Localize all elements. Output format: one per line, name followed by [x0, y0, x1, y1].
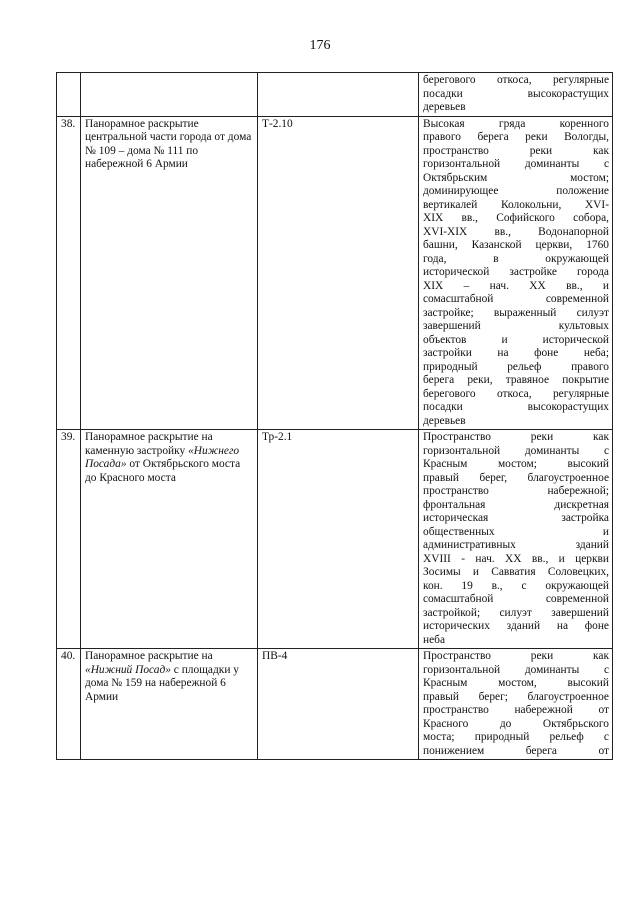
- description-line: Зосимы и Савватия Соловецких,: [423, 566, 609, 578]
- objects-table: [56, 72, 613, 760]
- row-number: 39.: [57, 430, 81, 649]
- description-line: объектов и исторической: [423, 333, 609, 346]
- description-line: горизонтальной доминанты с: [423, 663, 609, 676]
- description-line: Красным мостом, высокий: [423, 677, 609, 689]
- view-name-part: Панорамное раскрытие на каменную застройку: [85, 431, 213, 457]
- description-line: посадки высокорастущих: [423, 87, 609, 100]
- view-name-part: от Октябрьского моста до Красного моста: [85, 458, 241, 484]
- page-number: 176: [309, 38, 331, 53]
- description-line: Высокая гряда коренного: [423, 117, 609, 130]
- view-name: [81, 430, 258, 649]
- description-line: моста; природный рельеф с: [423, 731, 609, 743]
- table-row: [57, 649, 613, 760]
- description-line: исторических зданий на фоне: [423, 620, 609, 632]
- description-line: административных зданий: [423, 539, 609, 551]
- table-row: [57, 73, 613, 117]
- description-line: сомасштабной современной: [423, 593, 609, 605]
- row-number: [57, 73, 81, 117]
- description-line: горизонтальной доминанты с: [423, 158, 609, 170]
- description-line: фронтальная дискретная: [423, 498, 609, 511]
- view-description: [419, 430, 613, 649]
- description-line: XIX вв., Софийского собора,: [423, 212, 609, 224]
- description-line: деревьев: [423, 414, 466, 427]
- description-line: XVIII - нач. XX вв., и церкви: [423, 552, 609, 565]
- description-line: исторической застройке города: [423, 266, 609, 278]
- table-row: [57, 430, 613, 649]
- row-number: 38.: [57, 116, 81, 430]
- description-line: Красного до Октябрьского: [423, 717, 609, 730]
- description-line: XVI-XIX вв., Водонапорной: [423, 225, 609, 238]
- description-line: застройке; выраженный силуэт: [423, 306, 609, 319]
- description-line: пространство набережной;: [423, 485, 609, 497]
- description-line: природный рельеф правого: [423, 360, 609, 373]
- description-line: пространство реки как: [423, 144, 609, 157]
- description-line: кон. 19 в., с окружающей: [423, 579, 609, 592]
- description-line: берегового откоса, регулярные: [423, 74, 609, 86]
- description-line: правый берег, благоустроенное: [423, 471, 609, 484]
- description-line: пространство набережной от: [423, 704, 609, 716]
- description-line: XIX – нач. XX вв., и: [423, 279, 609, 292]
- view-name: [81, 73, 258, 117]
- description-line: неба: [423, 633, 446, 646]
- description-line: доминирующее положение: [423, 185, 609, 197]
- description-line: Красным мостом; высокий: [423, 458, 609, 470]
- row-number: 40.: [57, 649, 81, 760]
- view-code: Т-2.10: [258, 116, 419, 430]
- table-row: [57, 116, 613, 430]
- view-description: [419, 649, 613, 760]
- view-description: [419, 116, 613, 430]
- view-code: ПВ-4: [258, 649, 419, 760]
- description-line: Октябрьским мостом;: [423, 171, 609, 184]
- description-line: понижением берега от: [423, 744, 609, 757]
- description-line: деревьев: [423, 101, 466, 113]
- description-line: историческая застройка: [423, 512, 609, 524]
- view-description: [419, 73, 613, 117]
- description-line: берега реки, травяное покрытие: [423, 374, 609, 386]
- description-line: берегового откоса, регулярные: [423, 387, 609, 400]
- view-name: [81, 649, 258, 760]
- view-name: Панорамное раскрытие центральной части города от дома № 109 – дома № 111 по набережной 6 Армии: [81, 116, 258, 430]
- description-line: горизонтальной доминанты с: [423, 444, 609, 457]
- description-line: Пространство реки как: [423, 650, 609, 662]
- description-line: года, в окружающей: [423, 252, 609, 265]
- view-code: Тр-2.1: [258, 430, 419, 649]
- view-name-emphasis: «Нижнего Посада»: [85, 444, 240, 470]
- description-line: застройки на фоне неба;: [423, 347, 609, 359]
- view-name-part: с площадки у дома № 159 на набережной 6 Армии: [85, 663, 239, 703]
- description-line: общественных и: [423, 525, 609, 538]
- description-line: Пространство реки как: [423, 431, 609, 443]
- description-line: завершений культовых: [423, 320, 609, 332]
- view-name-emphasis: «Нижний Посад»: [85, 663, 171, 676]
- description-line: правого берега реки Вологды,: [423, 131, 609, 143]
- description-line: вертикалей Колокольни, XVI-: [423, 198, 609, 211]
- description-line: башни, Казанской церкви, 1760: [423, 239, 609, 251]
- description-line: посадки высокорастущих: [423, 401, 609, 413]
- view-code: [258, 73, 419, 117]
- view-name-part: Панорамное раскрытие на: [85, 650, 213, 662]
- description-line: правый берег; благоустроенное: [423, 690, 609, 703]
- description-line: сомасштабной современной: [423, 293, 609, 305]
- description-line: застройкой; силуэт завершений: [423, 606, 609, 619]
